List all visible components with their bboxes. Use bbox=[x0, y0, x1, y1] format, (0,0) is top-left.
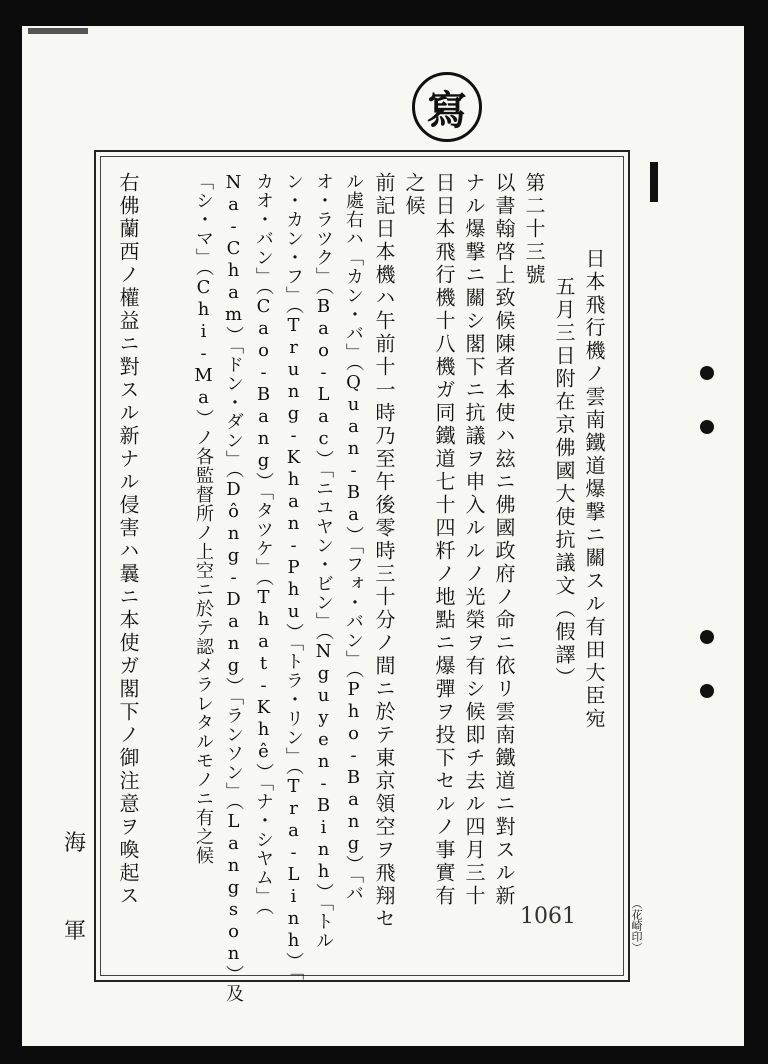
doc-title: 日本飛行機ノ雲南鐵道爆撃ニ關スル有田大臣宛 bbox=[582, 248, 606, 731]
doc-line-4: 之候 bbox=[402, 172, 426, 218]
binding-hole-4 bbox=[700, 684, 714, 698]
doc-line-1: 以書翰啓上致候陳者本使ハ玆ニ佛國政府ノ命ニ依リ雲南鐵道ニ對スル新 bbox=[492, 172, 516, 908]
binding-hole-2 bbox=[700, 420, 714, 434]
margin-char-top: 海 bbox=[64, 831, 87, 856]
binding-hole-3 bbox=[700, 630, 714, 644]
doc-line-7: オ・ラツク」（Bao-Lac）「ニユヤン・ビン」（Nguyen-Binh）「トル bbox=[313, 172, 334, 950]
doc-line-11: 「シ・マ」（Chi-Ma）ノ各監督所ノ上空ニ於テ認メラレタルモノニ有之候 bbox=[193, 172, 214, 865]
doc-line-2: ナル爆撃ニ關シ閣下ニ抗議ヲ申入ルルノ光榮ヲ有シ候即チ去ル四月三十 bbox=[462, 172, 486, 908]
binding-mark bbox=[650, 162, 658, 202]
seal-note: （花崎印） bbox=[630, 898, 643, 953]
top-edge-mark bbox=[28, 28, 88, 34]
doc-number: 第二十三號 bbox=[522, 172, 546, 287]
doc-subtitle: 五月三日附在京佛國大使抗議文（假譯） bbox=[552, 276, 576, 690]
doc-line-8: ン・カン・フ」（Trung-Khan-Phu）「トラ・リン」（Tra-Linh）「 bbox=[283, 172, 304, 981]
doc-line-3: 日日本飛行機十八機ガ同鐵道七十四粁ノ地點ニ爆彈ヲ投下セルノ事實有 bbox=[432, 172, 456, 908]
page-number: 1061 bbox=[520, 904, 576, 929]
copy-stamp: 寫 bbox=[412, 72, 482, 142]
doc-line-6: ル處右ハ「カン・バ」（Quan-Ba）「フォ・バン」（Pho-Bang）「バ bbox=[343, 172, 364, 903]
doc-line-5: 前記日本機ハ午前十一時乃至午後零時三十分ノ間ニ於テ東京領空ヲ飛翔セ bbox=[372, 172, 396, 931]
binding-hole-1 bbox=[700, 366, 714, 380]
doc-line-9: カオ・バン」（Cao-Bang）「タツケ」（That-Khê）「ナ・シヤム」（ bbox=[253, 172, 274, 916]
margin-char-bottom: 軍 bbox=[64, 919, 87, 944]
doc-line-12: 右佛蘭西ノ權益ニ對スル新ナル侵害ハ曩ニ本使ガ閣下ノ御注意ヲ喚起ス bbox=[116, 172, 140, 908]
doc-line-10: Na-Cham）「ドン・ダン」（Dông-Dang）「ランソン」（Langson）及 bbox=[223, 172, 244, 1003]
